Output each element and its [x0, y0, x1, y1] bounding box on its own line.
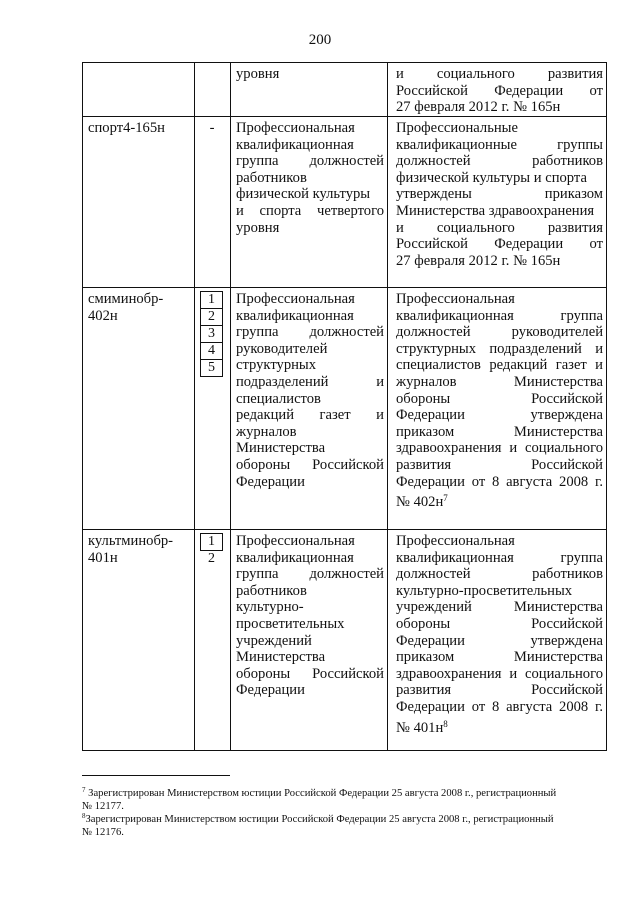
basis-line: обороны Российской [396, 390, 603, 407]
basis-line: приказом Министерства [396, 649, 603, 666]
basis-line: здравоохранения и социального [396, 440, 603, 457]
code-cell [88, 120, 192, 137]
basis-line: обороны Российской [396, 615, 603, 632]
row-divider [83, 287, 606, 288]
footnote-text: Зарегистрирован Министерством юстиции Российской Федерации 25 августа 2008 г., регистрационный [85, 814, 554, 825]
group-line: обороны Российской [236, 665, 384, 682]
group-line: журналов [236, 423, 297, 440]
group-line: специалистов [236, 390, 321, 407]
basis-line: Федерации утверждена [396, 407, 603, 424]
group-line: группа должностей [236, 324, 384, 341]
column-divider [230, 63, 231, 750]
basis-line: Профессиональные [396, 120, 518, 136]
footnote-ref: 7 [443, 493, 448, 504]
basis-line: Профессиональная [396, 291, 515, 307]
level-cell [196, 120, 228, 137]
footnote-mark: 7 [82, 786, 86, 794]
level-number: 3 [200, 325, 223, 343]
basis-line: Федерации утверждена [396, 632, 603, 649]
basis-cell [396, 66, 603, 116]
footnote [82, 810, 607, 839]
basis-line: Российской Федерации от [396, 236, 603, 253]
level-number: 1 [200, 291, 223, 309]
group-line: и спорта четвертого [236, 202, 384, 219]
basis-line: Федерации от 8 августа 2008 г. [396, 473, 603, 490]
basis-line: должностей работников [396, 153, 603, 170]
group-cell [236, 291, 384, 490]
basis-line: утверждены приказом [396, 186, 603, 203]
footnote-ref: 8 [443, 718, 448, 729]
level-number: 2 [208, 551, 215, 566]
group-line: уровня [236, 219, 280, 236]
row-divider [83, 529, 606, 530]
basis-line: 27 февраля 2012 г. № 165н [396, 252, 561, 269]
basis-line: Федерации от 8 августа 2008 г. [396, 698, 603, 715]
basis-line: структурных подразделений и [396, 340, 603, 357]
basis-line: развития Российской [396, 682, 603, 699]
basis-line: специалистов редакций газет и [396, 357, 603, 374]
group-line: учреждений [236, 632, 312, 649]
column-divider [194, 63, 195, 750]
basis-line: № 402н [396, 494, 444, 511]
column-divider [387, 63, 388, 750]
group-line: обороны Российской [236, 456, 384, 473]
group-line: Федерации [236, 682, 305, 699]
basis-line: и социального развития [396, 219, 603, 236]
footnote-text: Зарегистрирован Министерством юстиции Российской Федерации 25 августа 2008 г., регистрационный [88, 788, 557, 799]
level-number: - [209, 120, 215, 136]
basis-line: учреждений Министерства [396, 599, 603, 616]
code-cell [88, 291, 192, 324]
page-number: 200 [308, 32, 332, 48]
footnote-text-2: № 12176. [82, 827, 124, 838]
group-line: Федерации [236, 473, 305, 490]
group-line: физической культуры [236, 186, 371, 203]
qualification-table [82, 62, 607, 751]
footnote-text-2: № 12177. [82, 801, 124, 812]
group-line: Профессиональная [236, 291, 355, 307]
group-line: Министерства [236, 440, 326, 457]
code-text: 401н [88, 549, 118, 566]
level-number: 5 [200, 359, 223, 377]
basis-line: культурно-просветительных [396, 582, 573, 599]
code-text: культминобр- [88, 533, 174, 549]
group-line: Профессиональная [236, 120, 355, 136]
basis-line: здравоохранения и социального [396, 665, 603, 682]
group-line: группа должностей [236, 153, 384, 170]
code-cell [88, 533, 192, 566]
level-number: 4 [200, 342, 223, 360]
group-line: руководителей [236, 340, 328, 357]
row-divider [83, 116, 606, 117]
basis-line: должностей руководителей [396, 324, 603, 341]
basis-line: журналов Министерства [396, 373, 603, 390]
group-cell [236, 533, 384, 699]
basis-line: квалификационная группа [396, 307, 603, 324]
level-number: 1 [200, 533, 223, 551]
group-line: работников [236, 582, 307, 599]
basis-line: развития Российской [396, 456, 603, 473]
footnote-separator [82, 775, 230, 776]
group-line: квалификационная [236, 549, 354, 566]
group-line: структурных [236, 357, 317, 374]
basis-line: № 401н [396, 719, 444, 736]
basis-line: Министерства здравоохранения [396, 202, 595, 219]
group-line: просветительных [236, 615, 345, 632]
group-cell [236, 120, 384, 236]
footnote [82, 784, 607, 813]
group-line: подразделений и [236, 373, 384, 390]
basis-line: приказом Министерства [396, 423, 603, 440]
group-line: культурно- [236, 599, 304, 616]
group-line: редакций газет и [236, 407, 384, 424]
basis-line: Российской Федерации от [396, 82, 603, 99]
basis-line: квалификационные группы [396, 136, 603, 153]
basis-line: должностей работников [396, 566, 603, 583]
group-line: уровня [236, 66, 280, 82]
basis-line: квалификационная группа [396, 549, 603, 566]
code-text: смиминобр- [88, 291, 164, 307]
basis-line: физической культуры и спорта [396, 169, 587, 186]
group-line: Профессиональная [236, 533, 355, 549]
basis-cell [396, 120, 603, 269]
basis-line: Профессиональная [396, 533, 515, 549]
group-line: квалификационная [236, 136, 354, 153]
group-cell [236, 66, 384, 83]
basis-line: и социального развития [396, 66, 603, 82]
group-line: квалификационная [236, 307, 354, 324]
basis-cell [396, 291, 603, 511]
level-number: 2 [200, 308, 223, 326]
footnote-mark: 8 [82, 812, 86, 820]
basis-cell [396, 533, 603, 736]
group-line: группа должностей [236, 566, 384, 583]
code-text: спорт4-165н [88, 120, 165, 136]
basis-line-final [396, 490, 603, 511]
group-line: Министерства [236, 649, 326, 666]
code-text: 402н [88, 307, 118, 324]
basis-line-final [396, 716, 603, 737]
group-line: работников [236, 169, 307, 186]
basis-line: 27 февраля 2012 г. № 165н [396, 99, 561, 116]
